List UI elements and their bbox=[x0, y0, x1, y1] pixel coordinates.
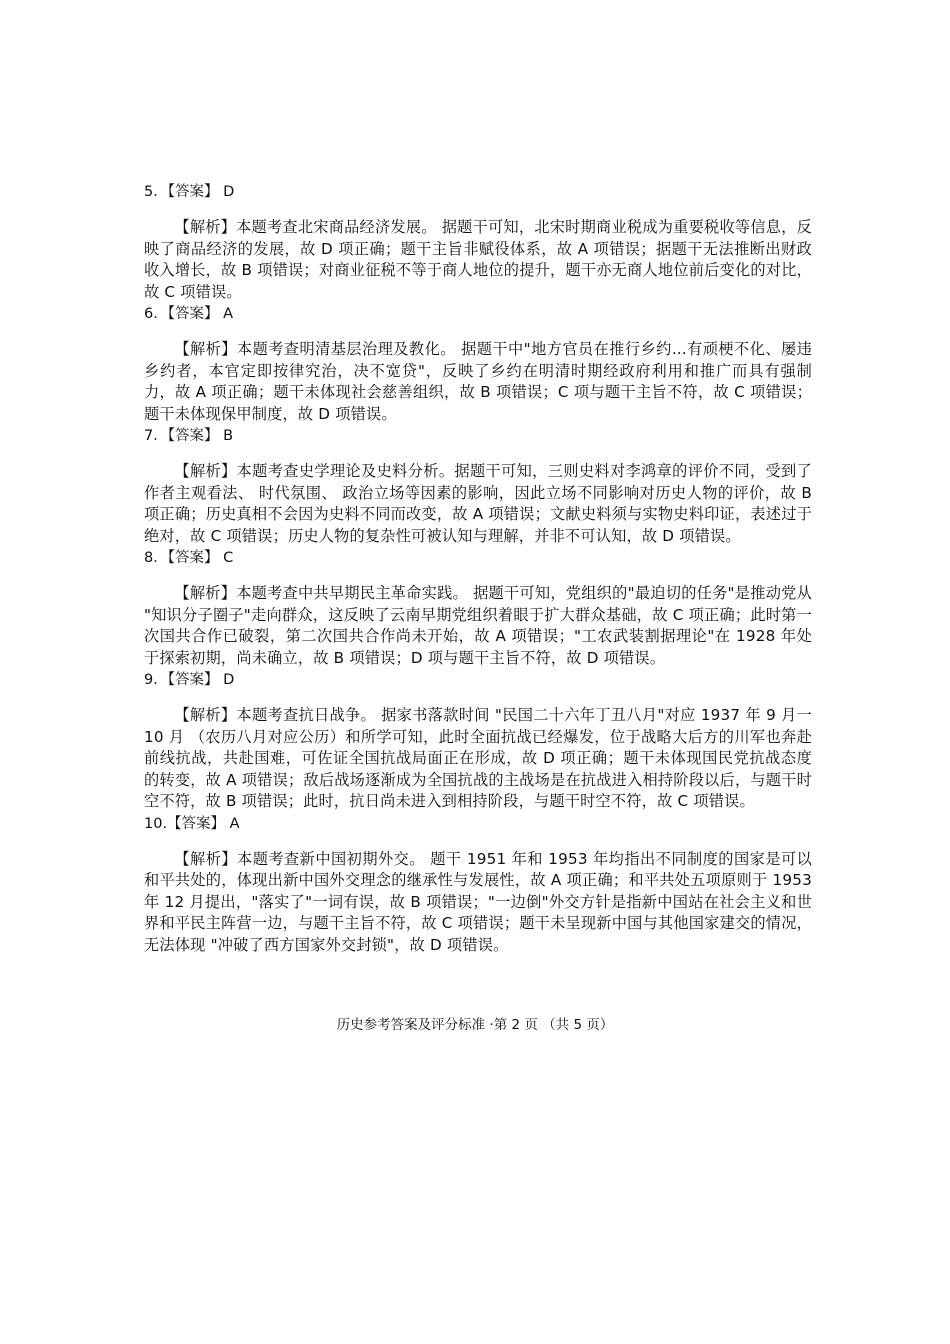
question-10 bbox=[144, 813, 812, 957]
answer-line: 8．【答案】 C bbox=[144, 550, 234, 566]
analysis-paragraph: 【解析】本题考查北宋商品经济发展。 据题干可知，北宋时期商业税成为重要税收等信息，反映了商品经济的发展，故 D 项正确；题干主旨非赋役体系，故 A 项错误；据题干无法推断出财政收入增长，故 B 项错误；对商业征税不等于商人地位的提升，题干亦无商人地位前后变化的对比，故 C 项错误。 bbox=[144, 218, 812, 301]
answer-line: 9．【答案】 D bbox=[144, 672, 235, 688]
question-8 bbox=[144, 547, 812, 669]
answer-line: 6．【答案】 A bbox=[144, 306, 234, 322]
answer-key-content bbox=[144, 181, 812, 956]
question-5 bbox=[144, 181, 812, 303]
answer-line: 10.【答案】 A bbox=[144, 815, 240, 832]
analysis-paragraph: 【解析】本题考查抗日战争。 据家书落款时间 "民国二十六年丁丑八月"对应 1937 年 9 月一 10 月 （农历八月对应公历）和所学可知，此时全面抗战已经爆发，位于战略大后方的川军也奔赴前线抗战，共赴国难，可佐证全国抗战局面正在形成，故 D 项正确；题干未体现国民党抗战态度的转变，故 A 项错误；敌后战场逐渐成为全国抗战的主战场是在抗战进入相持阶段以后，与题干时空不符，故 B 项错误；此时，抗日尚未进入到相持阶段，与题干时空不符，故 C 项错误。 bbox=[144, 706, 812, 810]
analysis-paragraph: 【解析】本题考查中共早期民主革命实践。 据题干可知，党组织的"最迫切的任务"是推动党从 "知识分子圈子"走向群众，这反映了云南早期党组织着眼于扩大群众基础，故 C 项正确；此时第一次国共合作已破裂，第二次国共合作尚未开始，故 A 项错误；"工农武装割据理论"在 1928 年处于探索初期，尚未确立，故 B 项错误；D 项与题干主旨不符，故 D 项错误。 bbox=[144, 584, 812, 667]
page-footer: 历史参考答案及评分标准 ·第 2 页 （共 5 页） bbox=[336, 1017, 614, 1033]
analysis-paragraph: 【解析】本题考查明清基层治理及教化。 据题干中"地方官员在推行乡约...有顽梗不化、屡违乡约者，本官定即按律究治，决不宽贷"，反映了乡约在明清时期经政府利用和推广而具有强制力，故 A 项正确；题干未体现社会慈善组织，故 B 项错误；C 项与题干主旨不符，故 C 项错误；题干未体现保甲制度，故 D 项错误。 bbox=[144, 340, 812, 423]
answer-line: 7．【答案】 B bbox=[144, 428, 234, 444]
question-9 bbox=[144, 669, 812, 813]
answer-line: 5．【答案】 D bbox=[144, 184, 235, 200]
analysis-paragraph: 【解析】本题考查新中国初期外交。 题干 1951 年和 1953 年均指出不同制度的国家是可以和平共处的，体现出新中国外交理念的继承性与发展性，故 A 项正确；和平共处五项原则于 1953 年 12 月提出，"落实了"一词有误，故 B 项错误；"一边倒"外交方针是指新中国站在社会主义和世界和平民主阵营一边，与题干主旨不符，故 C 项错误；题干未呈现新中国与其他国家建交的情况，无法体现 "冲破了西方国家外交封锁"，故 D 项错误。 bbox=[144, 849, 812, 954]
question-6 bbox=[144, 303, 812, 425]
analysis-paragraph: 【解析】本题考查史学理论及史料分析。据题干可知，三则史料对李鸿章的评价不同，受到了作者主观看法、 时代氛围、 政治立场等因素的影响，因此立场不同影响对历史人物的评价，故 B 项正确；历史真相不会因为史料不同而改变，故 A 项错误；文献史料须与实物史料印证，表述过于绝对，故 C 项错误；历史人物的复杂性可被认知与理解，并非不可认知，故 D 项错误。 bbox=[144, 462, 812, 545]
question-7 bbox=[144, 425, 812, 547]
